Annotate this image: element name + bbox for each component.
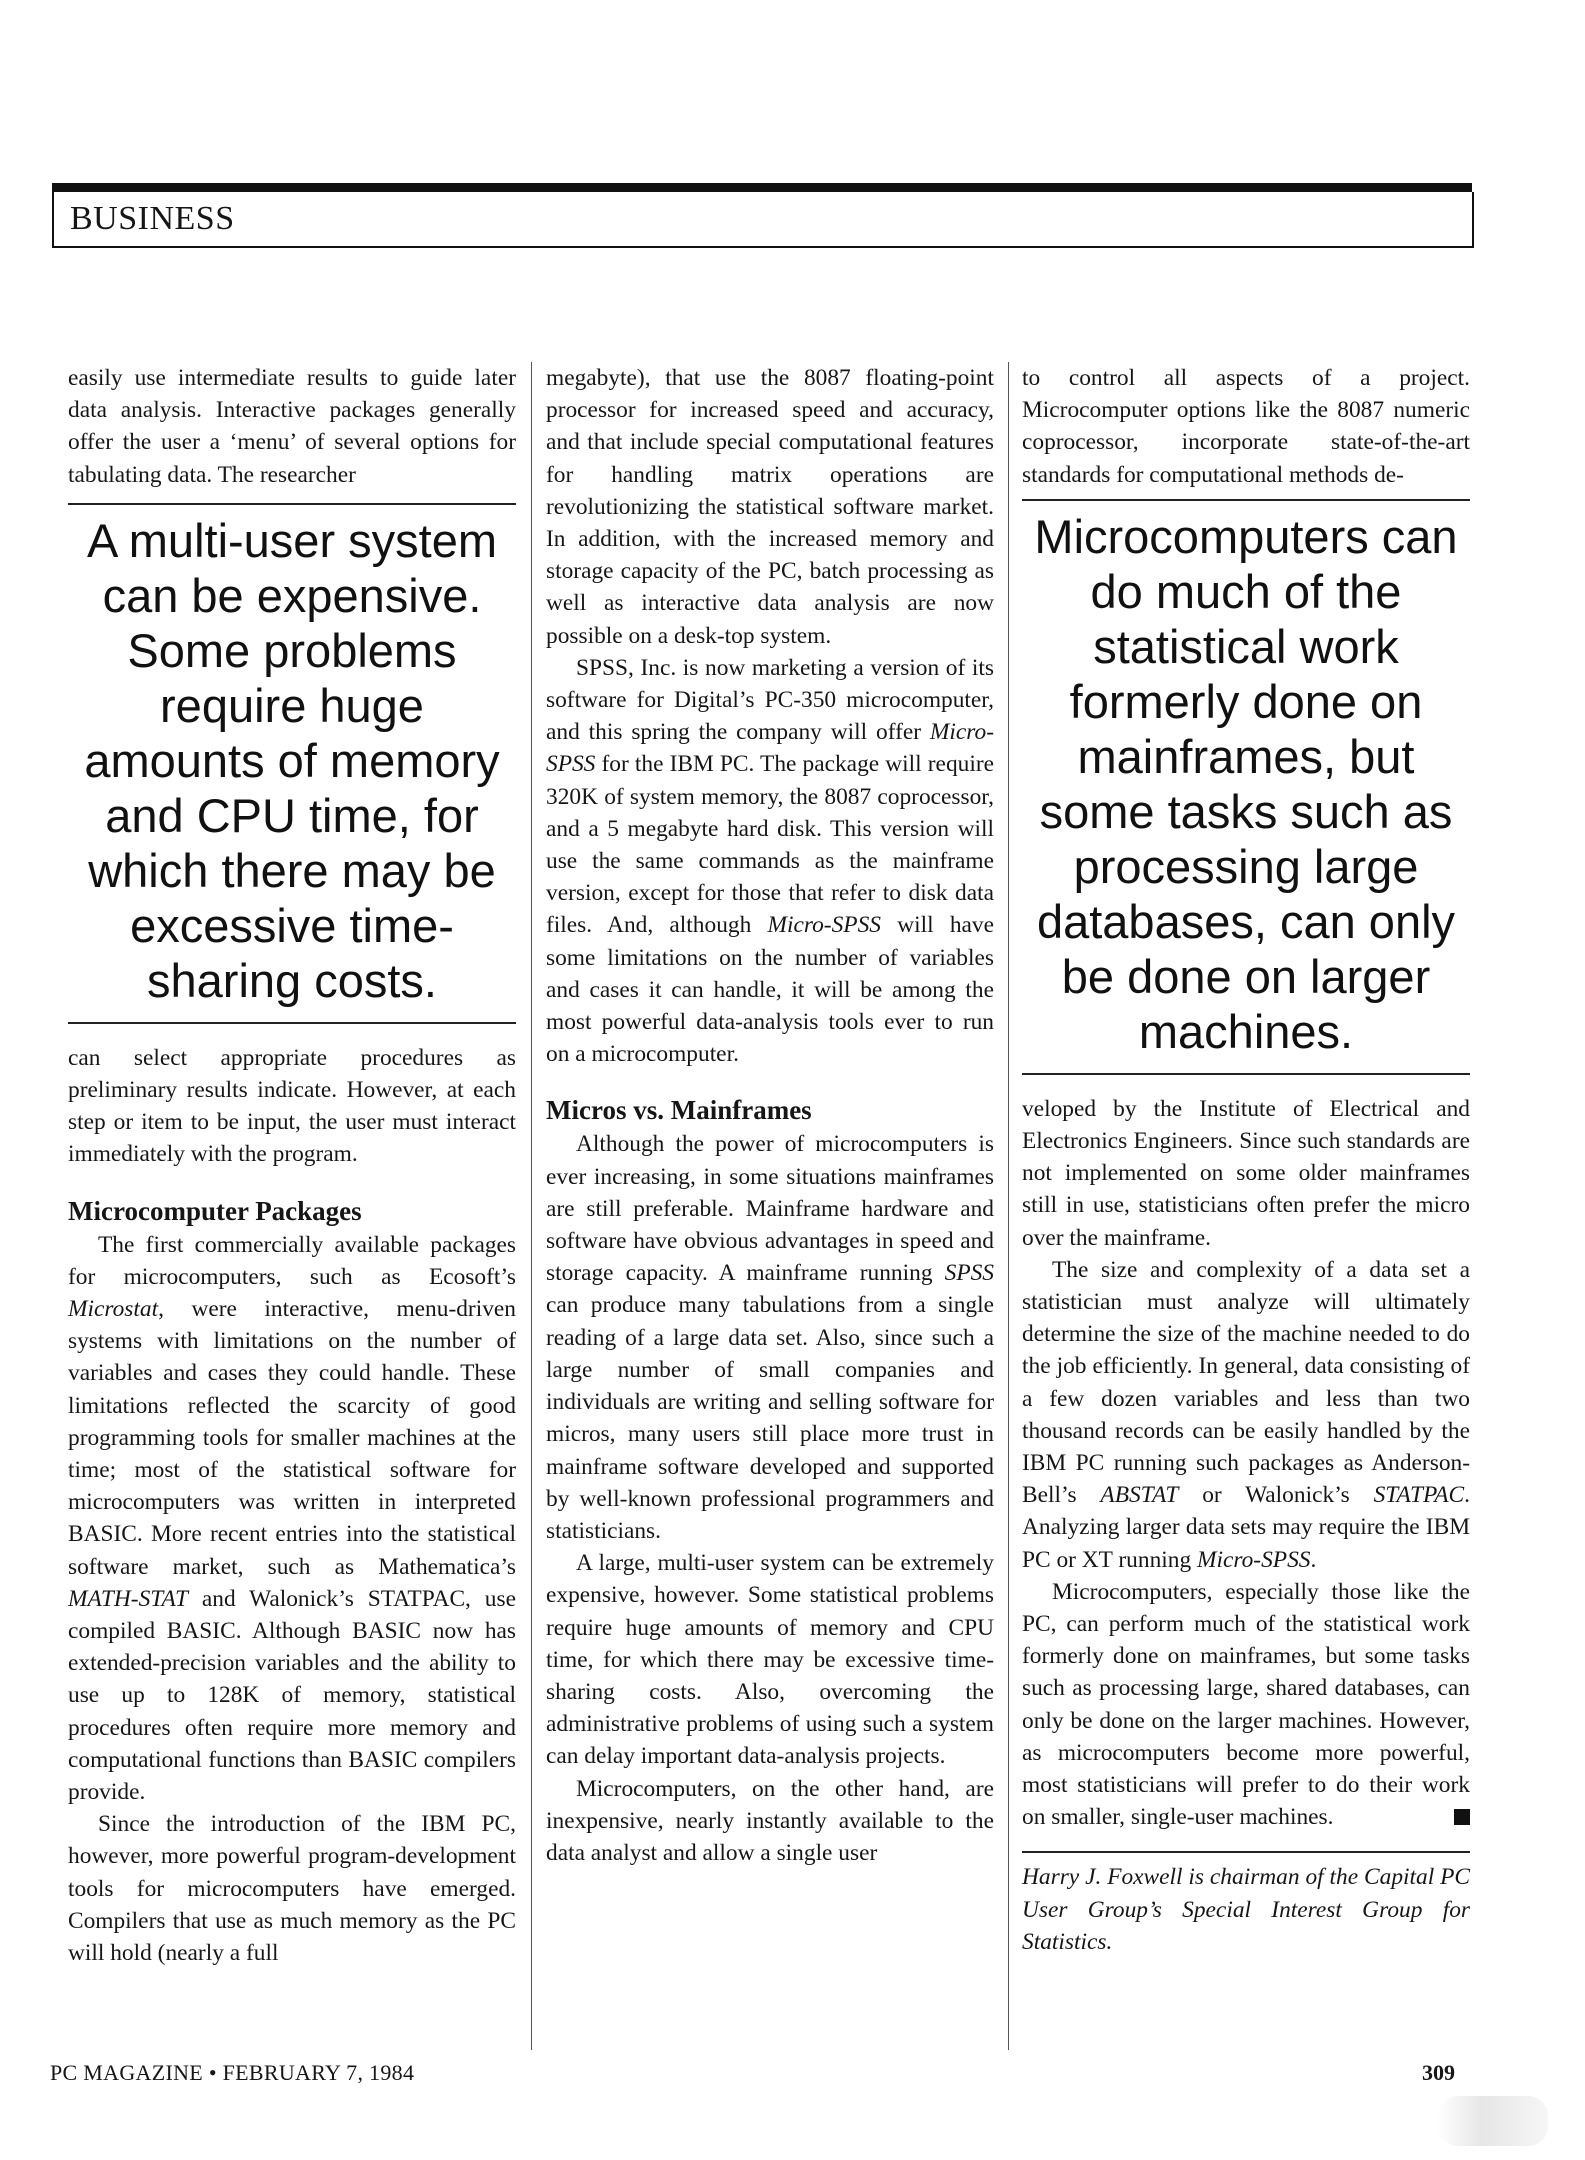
paragraph: megabyte), that use the 8087 floating-point processor for increased speed and accuracy, and that include special computational features for handling matrix operations are revolutionizing the statistical software market. In addition, with the increased memory and storage capacity of the PC, batch processing as well as interactive data analysis are now possible on a desk-top system. <box>546 365 994 649</box>
section-heading: Microcomputer Packages <box>68 1195 362 1226</box>
end-mark-icon <box>1454 1809 1470 1825</box>
section-top-bar <box>52 183 1472 192</box>
column-3 <box>1022 362 1470 2052</box>
paragraph: The first commercially available packages for microcomputers, such as Ecosoft’s Microstat, were interactive, menu-driven systems with limitations on the number of variables and cases they could handle. These limitations reflected the scarcity of good programming tools for smaller machines at the time; most of the statistical software for microcomputers was written in interpreted BASIC. More recent entries into the statistical software market, such as Mathematica’s MATH-STAT and Walonick’s STATPAC, use compiled BASIC. Although BASIC now has extended-precision variables and the ability to use up to 128K of memory, statistical procedures often require more memory and computational functions than BASIC compilers provide. <box>68 1231 516 1806</box>
column-divider <box>1008 362 1009 2050</box>
section-header <box>52 192 1474 248</box>
paragraph: can select appropriate procedures as preliminary results indicate. However, at each step or item to be input, the user must interact immediately with the program. <box>68 1044 516 1168</box>
paragraph: Microcomputers, on the other hand, are inexpensive, nearly instantly available to the data analyst and allow a single user <box>546 1775 994 1866</box>
paragraph: to control all aspects of a project. Microcomputer options like the 8087 numeric coprocessor, incorporate state-of-the-art standards for computational methods de- <box>1022 365 1470 488</box>
section-label: BUSINESS <box>70 200 235 237</box>
section-heading: Micros vs. Mainframes <box>546 1095 812 1126</box>
scan-smudge <box>1438 2096 1548 2146</box>
author-bio: Harry J. Foxwell is chairman of the Capital PC User Group’s Special Interest Group for Statistics. <box>1022 1864 1470 1955</box>
paragraph: SPSS, Inc. is now marketing a version of its software for Digital’s PC-350 microcomputer, and this spring the company will offer Micro-SPSS for the IBM PC. The package will require 320K of system memory, the 8087 coprocessor, and a 5 megabyte hard disk. This version will use the same commands as the mainframe version, except for those that refer to disk data files. And, although Micro-SPSS will have some limitations on the number of variables and cases it can handle, it will be among the most powerful data-analysis tools ever to run on a microcomputer. <box>546 654 994 1068</box>
paragraph: Since the introduction of the IBM PC, however, more powerful program-development tools for microcomputers have emerged. Compilers that use as much memory as the PC will hold (nearly a full <box>68 1811 516 1967</box>
column-divider <box>531 362 532 2050</box>
paragraph: The size and complexity of a data set a statistician must analyze will ultimately determine the size of the machine needed to do the job efficiently. In general, data consisting of a few dozen variables and less than two thousand records can be easily handled by the IBM PC running such packages as Anderson-Bell’s ABSTAT or Walonick’s STATPAC. Analyzing larger data sets may require the IBM PC or XT running Micro-SPSS. <box>1022 1256 1470 1573</box>
footer-publication: PC MAGAZINE • FEBRUARY 7, 1984 <box>50 2060 415 2085</box>
paragraph: easily use intermediate results to guide later data analysis. Interactive packages generally offer the user a ‘menu’ of several options for tabulating data. The researcher <box>68 365 516 488</box>
pull-quote: A multi-user system can be expensive. Some problems require huge amounts of memory and CPU time, for which there may be excessive time-sharing costs. <box>68 503 516 1024</box>
paragraph: Microcomputers, especially those like the PC, can perform much of the statistical work formerly done on mainframes, but some tasks such as processing large, shared databases, can only be done on the larger machines. However, as microcomputers become more powerful, most statisticians will prefer to do their work on smaller, single-user machines. <box>1022 1578 1470 1831</box>
column-1 <box>68 362 516 2052</box>
paragraph: A large, multi-user system can be extremely expensive, however. Some statistical problems require huge amounts of memory and CPU time, for which there may be excessive time-sharing costs. Also, overcoming the administrative problems of using such a system can delay important data-analysis projects. <box>546 1550 994 1770</box>
paragraph: Although the power of microcomputers is ever increasing, in some situations mainframes are still preferable. Mainframe hardware and software have obvious advantages in speed and storage capacity. A mainframe running SPSS can produce many tabulations from a single reading of a large data set. Also, since such a large number of small companies and individuals are writing and selling software for micros, many users still place more trust in mainframe software developed and supported by well-known professional programmers and statisticians. <box>546 1131 994 1544</box>
column-2 <box>546 362 994 2052</box>
paragraph: veloped by the Institute of Electrical and Electronics Engineers. Since such standards are not implemented on some older mainframes still in use, statisticians often prefer the micro over the mainframe. <box>1022 1095 1470 1251</box>
page-number: 309 <box>1422 2060 1455 2085</box>
bio-divider <box>1022 1851 1470 1853</box>
pull-quote: Microcomputers can do much of the statistical work formerly done on mainframes, but some tasks such as processing large databases, can only be done on larger machines. <box>1022 499 1470 1075</box>
